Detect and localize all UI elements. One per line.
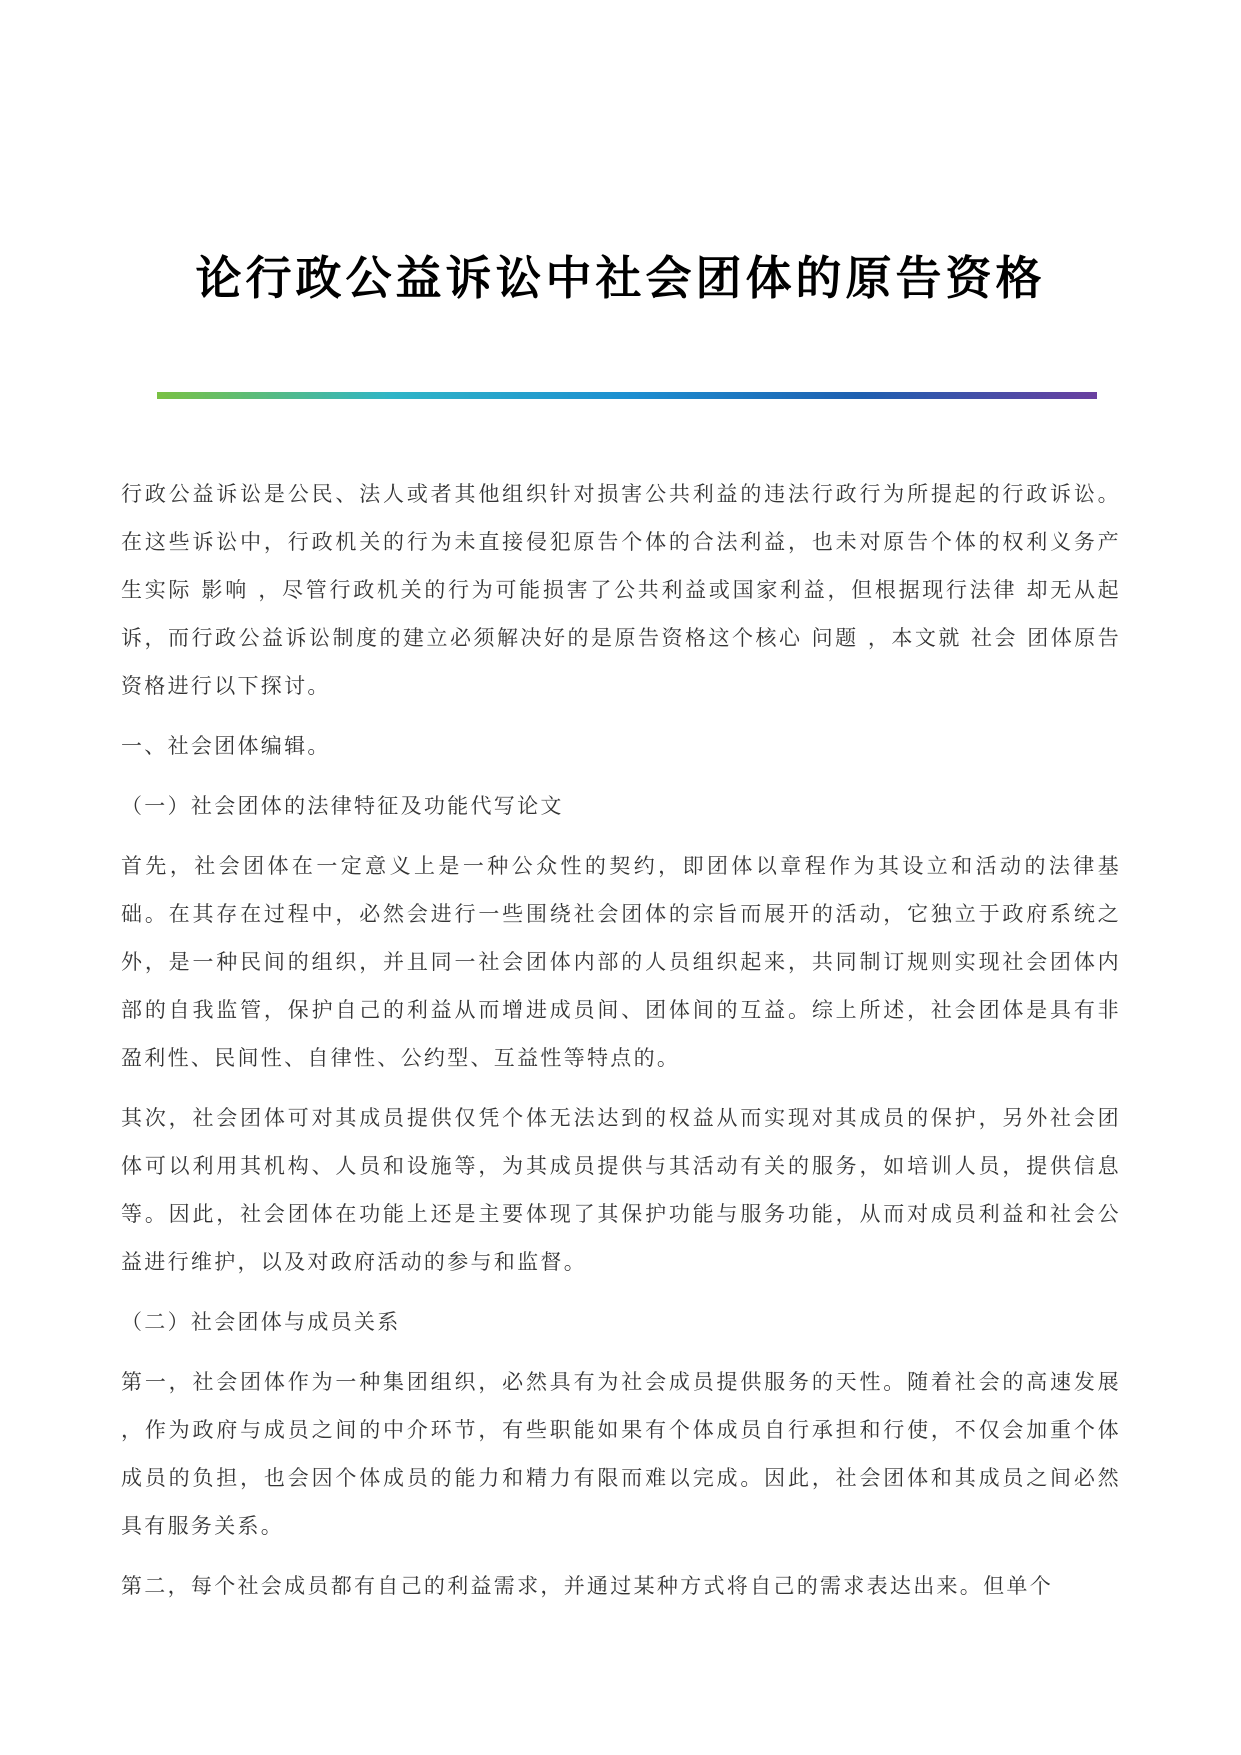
paragraph-second: 其次，社会团体可对其成员提供仅凭个体无法达到的权益从而实现对其成员的保护，另外社会团体可以利用其机构、人员和设施等，为其成员提供与其活动有关的服务，如培训人员，提供信息等。因此，社会团体在功能上还是主要体现了其保护功能与服务功能，从而对成员利益和社会公益进行维护，以及对政府活动的参与和监督。 [121,1106,1121,1274]
subsection-heading-2: （二）社会团体与成员关系 [121,1310,401,1334]
document-body [121,470,1121,1622]
document-title: 论行政公益诉讼中社会团体的原告资格 [195,251,1046,305]
subsection-heading-1: （一）社会团体的法律特征及功能代写论文 [121,794,564,818]
paragraph-intro: 行政公益诉讼是公民、法人或者其他组织针对损害公共利益的违法行政行为所提起的行政诉讼。在这些诉讼中，行政机关的行为未直接侵犯原告个体的合法利益，也未对原告个体的权利义务产生实际 影响 ，尽管行政机关的行为可能损害了公共利益或国家利益，但根据现行法律 却无从起诉，而行政公益诉讼制度的建立必须解决好的是原告资格这个核心 问题 ，本文就 社会 团体原告资格进行以下探讨。 [121,482,1121,698]
title-divider [157,392,1097,399]
section-heading-1: 一、社会团体编辑。 [121,734,331,758]
paragraph-first: 首先，社会团体在一定意义上是一种公众性的契约，即团体以章程作为其设立和活动的法律基础。在其存在过程中，必然会进行一些围绕社会团体的宗旨而展开的活动，它独立于政府系统之外，是一种民间的组织，并且同一社会团体内部的人员组织起来，共同制订规则实现社会团体内部的自我监管，保护自己的利益从而增进成员间、团体间的互益。综上所述，社会团体是具有非盈利性、民间性、自律性、公约型、互益性等特点的。 [121,854,1121,1070]
paragraph-fourth: 第二，每个社会成员都有自己的利益需求，并通过某种方式将自己的需求表达出来。但单个 [121,1574,1053,1598]
paragraph-third: 第一，社会团体作为一种集团组织，必然具有为社会成员提供服务的天性。随着社会的高速发展 ，作为政府与成员之间的中介环节，有些职能如果有个体成员自行承担和行使，不仅会加重个体成员的负担，也会因个体成员的能力和精力有限而难以完成。因此，社会团体和其成员之间必然具有服务关系。 [121,1370,1121,1538]
